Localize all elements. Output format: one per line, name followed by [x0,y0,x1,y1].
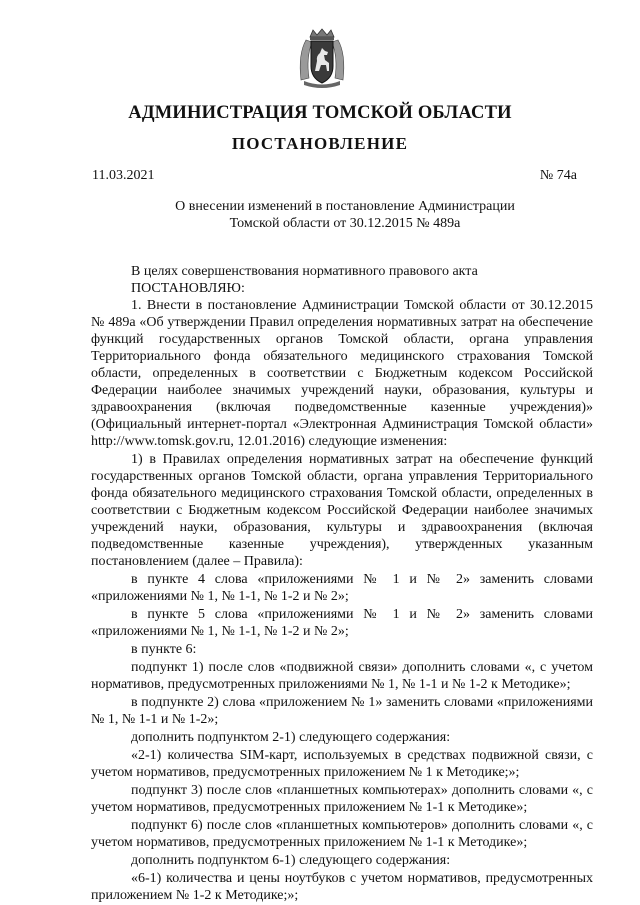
paragraph-13: «6-1) количества и цены ноутбуков с учетом нормативов, предусмотренных приложением № 1-2 к Методике;»; [91,871,593,903]
paragraph-12: дополнить подпунктом 6-1) следующего содержания: [131,853,451,868]
paragraph-7: в подпункте 2) слова «приложением № 1» заменить словами «приложениями № 1, № 1-1 и № 1-2»; [91,695,593,727]
document-date: 11.03.2021 [92,168,155,183]
subject-line-1: О внесении изменений в постановление Администрации [175,199,515,214]
paragraph-9: «2-1) количества SIM-карт, используемых в средствах подвижной связи, с учетом нормативов, предусмотренных приложением № 1 к Методике;»; [91,748,593,780]
paragraph-10: подпункт 3) после слов «планшетных компьютерах» дополнить словами «, с учетом нормативов, предусмотренных приложением № 1-1 к Методике»; [91,783,593,815]
paragraph-5: в пункте 6: [131,642,197,657]
document-body [91,263,593,904]
paragraph-2: 1) в Правилах определения нормативных затрат на обеспечение функций государственных органов Томской области, органа управления Территориального фонда обязательного медицинского страхования Томской области, определенных в соответствии с Бюджетным кодексом Российской Федерации наиболее значимых учреждений науки, образования, культуры и здравоохранения (включая подведомственные казенные учреждения), утвержденных указанным постановлением (далее – Правила): [91,452,593,569]
paragraph-3: в пункте 4 слова «приложениями № 1 и № 2» заменить словами «приложениями № 1, № 1-1, № 1-2 и № 2»; [91,572,593,604]
document-subject [0,198,640,232]
paragraph-4: в пункте 5 слова «приложениями № 1 и № 2» заменить словами «приложениями № 1, № 1-1, № 1-2 и № 2»; [91,607,593,639]
paragraph-6: подпункт 1) после слов «подвижной связи» дополнить словами «, с учетом нормативов, предусмотренных приложениями № 1, № 1-1 и № 1-2 к Методике»; [91,660,593,692]
document-type: ПОСТАНОВЛЕНИЕ [231,134,409,153]
document-number: № 74а [539,168,577,183]
organization-title: АДМИНИСТРАЦИЯ ТОМСКОЙ ОБЛАСТИ [128,103,512,123]
purpose-line: В целях совершенствования нормативного правового акта [131,264,478,279]
paragraph-11: подпункт 6) после слов «планшетных компьютеров» дополнить словами «, с учетом нормативов, предусмотренных приложением № 1-1 к Методике»; [91,818,593,850]
subject-line-2: Томской области от 30.12.2015 № 489а [229,216,461,231]
coat-of-arms-icon [296,28,348,88]
paragraph-8: дополнить подпунктом 2-1) следующего содержания: [131,730,451,745]
resolve-line: ПОСТАНОВЛЯЮ: [131,281,245,296]
paragraph-1: 1. Внести в постановление Администрации Томской области от 30.12.2015 № 489а «Об утверждении Правил определения нормативных затрат на обеспечение функций государственных органов Томской области, органа управления Территориального фонда обязательного медицинского страхования Томской области, определенных в соответствии с Бюджетным кодексом Российской Федерации наиболее значимых учреждений науки, образования, культуры и здравоохранения (включая подведомственные казенные учреждения)» (Официальный интернет-портал «Электронная Администрация Томской области» http://www.tomsk.gov.ru, 12.01.2016) следующие изменения: [91,298,593,449]
